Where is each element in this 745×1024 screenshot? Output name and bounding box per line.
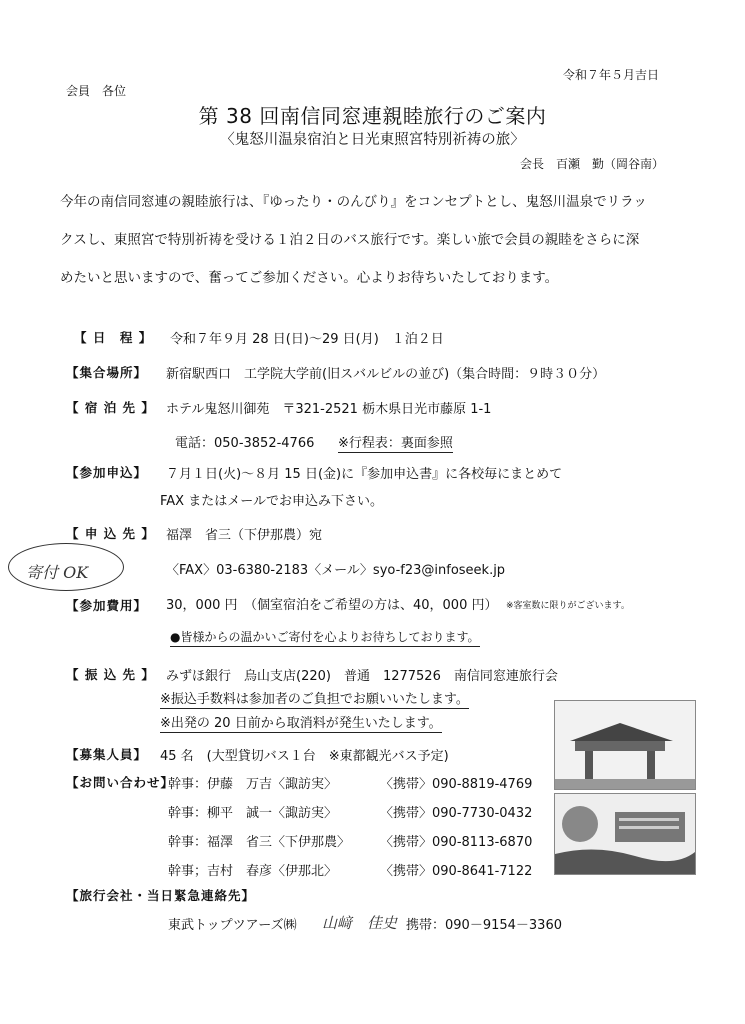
photo-kinugawa	[554, 793, 696, 875]
application-line2: FAX またはメールでお申込み下さい。	[160, 494, 383, 509]
hotel-tel: 電話：050-3852-4766	[175, 436, 315, 451]
agency-name: 東武トップツアーズ㈱	[168, 918, 297, 933]
bank-label: 【 振 込 先 】	[66, 667, 155, 682]
sender: 会長 百瀬 勤（岡谷南）	[520, 157, 665, 171]
inquiry-phone: 〈携帯〉090-7730-0432	[380, 806, 533, 821]
fee-label: 【参加費用】	[66, 598, 148, 613]
issue-date: 令和７年５月吉日	[563, 68, 660, 82]
shrine-image	[555, 701, 695, 789]
bank-value: みずほ銀行 烏山支店(220) 普通 1277526 南信同窓連旅行会	[166, 669, 558, 684]
photo-toshogu	[554, 700, 696, 790]
inquiry-phone: 〈携帯〉090-8641-7122	[380, 864, 533, 879]
bank-note-cancel: ※出発の 20 日前から取消料が発生いたします。	[160, 712, 442, 733]
river-image	[555, 794, 695, 874]
meeting-value: 新宿駅西口 工学院大学前(旧スバルビルの並び)（集合時間：９時３０分）	[166, 367, 606, 382]
inquiry-phone: 〈携帯〉090-8819-4769	[380, 777, 533, 792]
hotel-value: ホテル鬼怒川御苑 〒321-2521 栃木県日光市藤原 1-1	[166, 402, 492, 417]
page-title: 第 38 回南信同窓連親睦旅行のご案内	[198, 104, 547, 128]
agency-phone: 携帯：090－9154－3360	[406, 918, 562, 933]
hotel-label: 【 宿 泊 先 】	[66, 400, 155, 415]
apply-to-contact: 〈FAX〉03-6380-2183〈メール〉syo-f23@infoseek.jp	[166, 563, 506, 578]
application-label: 【参加申込】	[66, 465, 148, 480]
fee-note: ※客室数に限りがございます。	[506, 601, 630, 611]
intro-line: めたいと思いますので、奮ってご参加ください。心よりお待ちいたしております。	[60, 270, 559, 286]
apply-to-label: 【 申 込 先 】	[66, 526, 155, 541]
inquiry-role: 幹事：福澤 省三〈下伊那農〉	[168, 835, 351, 850]
schedule-value: 令和７年９月 28 日(日)～29 日(月) １泊２日	[170, 332, 444, 347]
recruit-label: 【募集人員】	[66, 747, 148, 762]
apply-to-name: 福澤 省三（下伊那農）宛	[166, 528, 323, 543]
fee-value: 30，000 円 （個室宿泊をご希望の方は、40，000 円）	[166, 598, 498, 613]
recipients: 会員 各位	[66, 84, 127, 98]
itinerary-note: ※行程表：裏面参照	[338, 432, 453, 453]
agency-person: 山﨑 佳史	[322, 914, 398, 932]
application-line1: ７月１日(火)～８月 15 日(金)に『参加申込書』に各校毎にまとめて	[166, 467, 563, 482]
donation-note: ●皆様からの温かいご寄付を心よりお待ちしております。	[170, 628, 480, 647]
bank-note-fee: ※振込手数料は参加者のご負担でお願いいたします。	[160, 688, 469, 709]
intro-line: 今年の南信同窓連の親睦旅行は、『ゆったり・のんびり』をコンセプトとし、鬼怒川温泉でリラッ	[60, 194, 647, 210]
agency-label: 【旅行会社・当日緊急連絡先】	[66, 888, 256, 903]
inquiry-role: 幹事：伊藤 万吉〈諏訪実〉	[168, 777, 338, 792]
meeting-label: 【集合場所】	[66, 365, 148, 380]
recruit-value: 45 名 (大型貸切バス１台 ※東都観光バス予定)	[160, 749, 449, 764]
inquiry-role: 幹事；吉村 春彦〈伊那北〉	[168, 864, 338, 879]
handwritten-memo: 寄付 OK	[26, 563, 89, 582]
page-subtitle: 〈鬼怒川温泉宿泊と日光東照宮特別祈祷の旅〉	[220, 132, 525, 148]
schedule-label: 【 日 程 】	[74, 330, 153, 345]
intro-line: クスし、東照宮で特別祈祷を受ける１泊２日のバス旅行です。楽しい旅で会員の親睦をさらに深	[60, 232, 640, 248]
inquiry-role: 幹事：柳平 誠一〈諏訪実〉	[168, 806, 338, 821]
inquiry-phone: 〈携帯〉090-8113-6870	[380, 835, 533, 850]
intro-paragraph	[60, 183, 690, 297]
inquiry-label: 【お問い合わせ】	[66, 775, 175, 790]
